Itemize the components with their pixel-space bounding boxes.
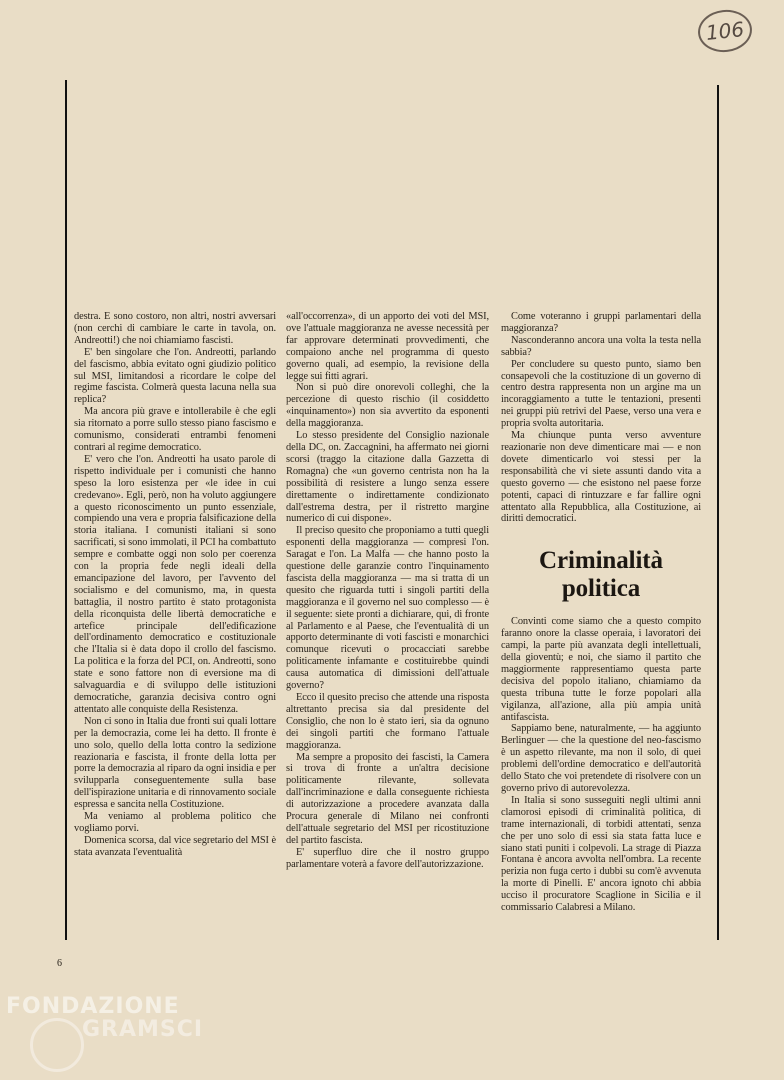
paragraph: E' ben singolare che l'on. Andreotti, parlando del fascismo, abbia evitato ogni giudizio politico sul MSI, limitandosi a ricordare le colpe del regime fascista. Colmerà questa lacuna nella sua replica? [74, 346, 276, 406]
left-column-rule [65, 80, 67, 940]
paragraph: Il preciso quesito che proponiamo a tutti quegli esponenti della maggioranza — compresi l'on. Saragat e l'on. La Malfa — che hanno posto la questione delle garanzie contro l'inquinamento fascista della maggioranza — ma si tratta di un quesito che riguarda tutti i singoli partiti della maggioranza e il governo nel suo complesso — è il seguente: siete pronti a dichiarare, qui, di fronte al Parlamento e al Paese, che l'eventualità di un apporto determinante di voti fascisti e monarchici comunque ricevuti o procacciati sarebbe politicamente infamante e costituirebbe quindi causa automatica di dimissioni dell'attuale governo? [286, 525, 489, 692]
paragraph: Lo stesso presidente del Consiglio nazionale della DC, on. Zaccagnini, ha affermato nei giorni scorsi (traggo la citazione dalla Gazzetta di Romagna) che «un governo centrista non ha la possibilità di resistere a lungo senza essere direttamente o indirettamente condizionato dall'estrema destra, per il ristretto margine numerico di cui dispone». [286, 430, 489, 525]
paragraph: Come voteranno i gruppi parlamentari della maggioranza? [501, 311, 701, 334]
article-column-1 [74, 311, 276, 859]
paragraph: Sappiamo bene, naturalmente, — ha aggiunto Berlinguer — che la questione del neo-fascismo è un aspetto rilevante, ma non il solo, di quei problemi dell'ordine democratico e dell'autorità dello Stato che voi pretendete di risolvere con un governo privo di autorevolezza. [501, 723, 701, 794]
paragraph: destra. E sono costoro, non altri, nostri avversari (non cerchi di cambiare le carte in tavola, on. Andreotti!) che noi chiamiamo fascisti. [74, 311, 276, 346]
paragraph: «all'occorrenza», di un apporto dei voti del MSI, ove l'attuale maggioranza ne avesse necessità per far approvare determinati provvedimenti, che compaiono anche nel programma di questo governo quali, ad esempio, la revisione della legge sui fitti agrari. [286, 311, 489, 382]
paragraph: Non ci sono in Italia due fronti sui quali lottare per la democrazia, come lei ha detto. Il fronte è uno solo, quello della lotta contro la sedizione reazionaria e fascista, il fronte della lotta per porre la democrazia al riparo da ogni insidia e per svilupparla conseguentemente sulla base dell'ispirazione unitaria e di rinnovamento sociale espressa e sancita nella Costituzione. [74, 715, 276, 811]
paragraph: Per concludere su questo punto, siamo ben consapevoli che la costituzione di un governo di centro destra rappresenta non un argine ma un incoraggiamento a tutte le tentazioni, presenti nei gruppi più retrivi del Paese, verso una vera e propria svolta autoritaria. [501, 358, 701, 430]
paragraph: Non si può dire onorevoli colleghi, che la percezione di questo rischio (il cosiddetto «inquinamento») non sia avvertito da esponenti della maggioranza. [286, 382, 489, 430]
watermark-logo-icon [30, 1018, 84, 1072]
article-column-3 [501, 311, 701, 914]
paragraph: E' vero che l'on. Andreotti ha usato parole di rispetto individuale per i comunisti che hanno speso la loro esistenza per «le idee in cui credevano». Egli, però, non ha voluto aggiungere a questo riconoscimento un punto essenziale, compiendo una vera e propria falsificazione della storia italiana. I comunisti italiani si sono sacrificati, si sono immolati, il PCI ha combattuto sempre e combatte oggi non solo per coerenza con la propria fede negli ideali della emancipazione del lavoro, per l'avvento del socialismo e del comunismo, ma, in questa battaglia, il nostro partito è stato protagonista della riconquista delle libertà democratiche e artefice principale dell'edificazione dell'ordinamento democratico e costituzionale che l'Italia si è data dopo il crollo del fascismo. La politica e la forza del PCI, on. Andreotti, sono state e sono fattore non di eversione ma di salvaguardia e di sviluppo delle istituzioni democratiche, garanzia decisiva contro ogni attentato alle conquiste della Resistenza. [74, 453, 276, 715]
section-heading: Criminalità politica [539, 547, 663, 603]
article-column-2 [286, 311, 489, 871]
archive-sheet-number: 106 [696, 7, 754, 54]
paragraph: Ecco il quesito preciso che attende una risposta altrettanto precisa sia dal presidente del Consiglio, che non lo è stato ieri, sia da ognuno dei singoli partiti che formano l'attuale maggioranza. [286, 692, 489, 751]
paragraph: Nasconderanno ancora una volta la testa nella sabbia? [501, 334, 701, 358]
paragraph: Ma ancora più grave e intollerabile è che egli sia ritornato a porre sullo stesso piano fascismo e comunismo, considerati entrambi fenomeni contrari al regime democratico. [74, 406, 276, 453]
watermark-text: FONDAZIONE [6, 994, 180, 1019]
paragraph: Ma veniamo al problema politico che vogliamo porvi. [74, 811, 276, 834]
watermark-subtext: GRAMSCI [82, 1017, 204, 1042]
paragraph: E' superfluo dire che il nostro gruppo parlamentare voterà a favore dell'autorizzazione. [286, 846, 489, 870]
paragraph: Ma sempre a proposito dei fascisti, la Camera si trova di fronte a un'altra decisione politicamente rilevante, sollevata dall'incriminazione e dalla conseguente richiesta di autorizzazione a procedere avanzata dalla Procura generale di Milano nei confronti dell'attuale segretario del MSI per ricostituzione del partito fascista. [286, 751, 489, 846]
paragraph: Convinti come siamo che a questo compito faranno onore la classe operaia, i lavoratori dei campi, la parte più avanzata degli intellettuali, della gioventù; e noi, che siamo il partito che maggiormente rappresentiamo questa parte decisiva del popolo italiano, chiamiamo da questa tribuna tutte le forze popolari alla vigilanza, all'azione, alla più ampia unità antifascista. [501, 616, 701, 723]
page-number: 6 [57, 958, 62, 969]
paragraph: Domenica scorsa, dal vice segretario del MSI è stata avanzata l'eventualità [74, 834, 276, 858]
paragraph: Ma chiunque punta verso avventure reazionarie non deve dimenticare mai — e non dovete dimenticarlo voi stessi per la responsabilità che vi siete assunti dando vita a questo governo — che esistono nel paese forze potenti, capaci di rintuzzare e far fallire ogni attentato alla Repubblica, alla Costituzione, ai diritti democratici. [501, 430, 701, 525]
paragraph: In Italia si sono susseguiti negli ultimi anni clamorosi episodi di criminalità politica, di trame internazionali, di torbidi attentati, senza che per uno solo di essi sia stata fatta luce e siano stati puniti i colpevoli. La strage di Piazza Fontana è ancora avvolta nell'ombra. La recente perizia non fuga certo i dubbi su com'è avvenuta la morte di Pinelli. E' ancora ignoto chi abbia ucciso il procuratore Scaglione in Sicilia e il commissario Calabresi a Milano. [501, 794, 701, 914]
right-column-rule [717, 85, 719, 940]
